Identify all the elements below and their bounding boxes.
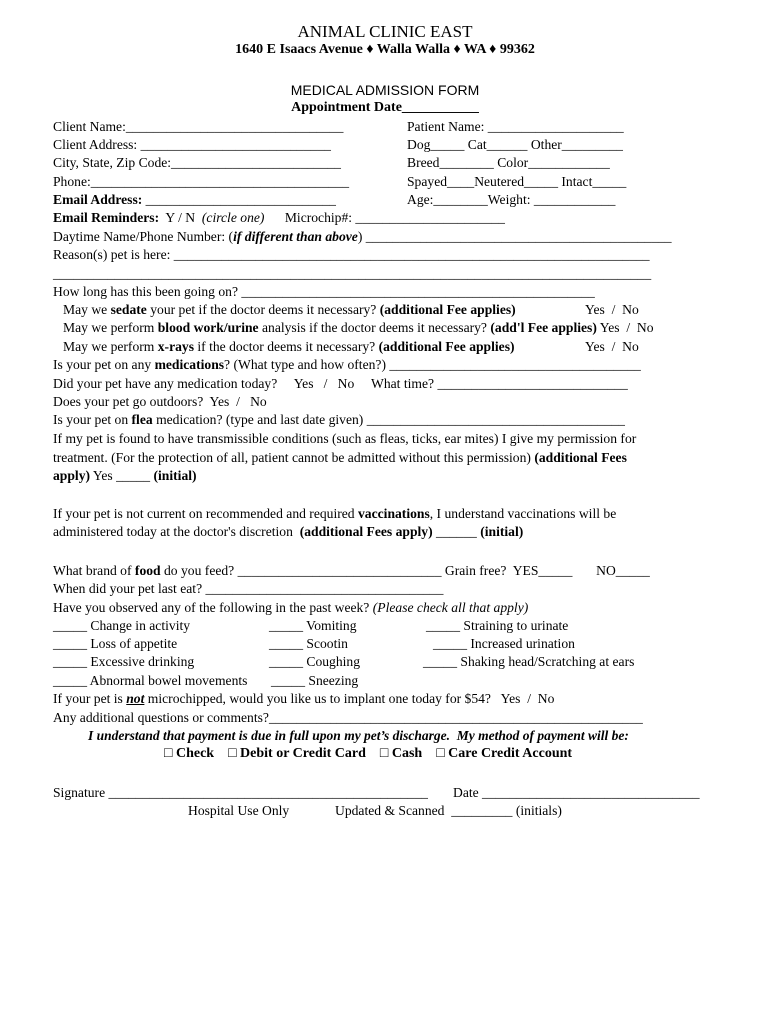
signature-date-field[interactable]: Date ________________________________ — [453, 785, 700, 800]
patient-name-field[interactable]: Patient Name: ____________________ — [407, 119, 624, 134]
transmissible-text: If my pet is found to have transmissible conditions (such as fleas, ticks, ear mites) I give my permission for — [53, 431, 637, 446]
city-state-zip-field[interactable]: City, State, Zip Code:_________________________ — [53, 155, 341, 170]
species-field[interactable]: Dog_____ Cat______ Other_________ — [407, 137, 623, 152]
xrays-text: May we perform — [63, 339, 158, 354]
spay-neuter-field[interactable]: Spayed____Neutered_____ Intact_____ — [407, 174, 627, 189]
vaccinations-text-2: , I understand vaccinations will be — [429, 506, 617, 521]
transmissible-initial-row — [53, 468, 197, 484]
food-text: What brand of — [53, 563, 135, 578]
reason-field-line2[interactable]: ________________________________________________________________________________________ — [53, 266, 652, 281]
xrays-keyword: x-rays — [157, 339, 194, 354]
xrays-text-2: if the doctor deems it necessary? — [194, 339, 379, 354]
vaccinations-initial-label: (initial) — [480, 524, 524, 539]
symptom-increased-urination[interactable]: _____ Increased urination — [433, 636, 575, 651]
appointment-date — [0, 100, 770, 116]
hospital-use-only: Hospital Use Only — [188, 803, 290, 818]
flea-text: Is your pet on — [53, 412, 132, 427]
flea-field[interactable] — [53, 412, 625, 428]
symptom-shaking-head[interactable]: _____ Shaking head/Scratching at ears — [423, 654, 635, 669]
medications-keyword: medications — [154, 357, 225, 372]
transmissible-fee: (additional Fees — [534, 450, 627, 465]
vaccinations-text — [53, 506, 616, 522]
sedate-keyword: sedate — [110, 302, 147, 317]
transmissible-text-2 — [53, 450, 627, 466]
medications-blank[interactable]: ? (What type and how often?) _____________________________________ — [224, 357, 641, 372]
symptoms-question-note: (Please check all that apply) — [372, 600, 529, 615]
sedate-fee: (additional Fee applies) — [379, 302, 516, 317]
food-blank[interactable]: do you feed? ______________________________ Grain free? YES_____ NO_____ — [160, 563, 650, 578]
daytime-contact-label: Daytime Name/Phone Number: ( — [53, 229, 234, 244]
payment-cash-option[interactable]: □ Cash — [379, 746, 423, 761]
bloodwork-fee: (add'l Fee applies) — [490, 320, 597, 335]
daytime-contact-field[interactable] — [53, 229, 672, 245]
symptom-scootin[interactable]: _____ Scootin — [269, 636, 348, 651]
medications-field[interactable] — [53, 357, 641, 373]
daytime-contact-blank[interactable]: ) _____________________________________________ — [357, 229, 672, 244]
vaccinations-text-1: If your pet is not current on recommended and required — [53, 506, 358, 521]
phone-field[interactable]: Phone:______________________________________ — [53, 174, 350, 189]
symptoms-question — [53, 600, 528, 616]
sedate-text: May we — [63, 302, 111, 317]
microchip-offer-keyword: not — [126, 691, 145, 706]
microchip-field[interactable]: Microchip#: ______________________ — [284, 210, 505, 225]
symptom-excessive-drinking[interactable]: _____ Excessive drinking — [53, 654, 195, 669]
last-ate-field[interactable]: When did your pet last eat? ___________________________________ — [53, 581, 444, 596]
symptom-change-activity[interactable]: _____ Change in activity — [53, 618, 191, 633]
how-long-field[interactable]: How long has this been going on? ____________________________________________________ — [53, 284, 595, 299]
age-weight-field[interactable]: Age:________Weight: ____________ — [407, 192, 616, 207]
food-field[interactable] — [53, 563, 650, 579]
appointment-date-field[interactable]: ___________ — [401, 100, 479, 115]
email-address-label: Email Address: — [53, 192, 143, 207]
transmissible-initial-label: (initial) — [153, 468, 197, 483]
symptoms-question-text: Have you observed any of the following in the past week? — [53, 600, 373, 615]
food-keyword: food — [134, 563, 161, 578]
clinic-address: 1640 E Isaacs Avenue ♦ Walla Walla ♦ WA ♦ 99362 — [235, 42, 535, 57]
medication-today-field[interactable]: Did your pet have any medication today? Yes / No What time? ____________________________ — [53, 376, 628, 391]
circle-one-note: (circle one) — [201, 210, 265, 225]
flea-blank[interactable]: medication? (type and last date given) ______________________________________ — [152, 412, 625, 427]
additional-questions-field[interactable]: Any additional questions or comments?_______________________________________________________ — [53, 710, 643, 725]
bloodwork-yes-no[interactable]: Yes / No — [596, 320, 654, 335]
payment-card-option[interactable]: □ Debit or Credit Card — [228, 746, 366, 761]
transmissible-initial-field[interactable]: Yes _____ — [90, 468, 154, 483]
email-address-blank[interactable]: ____________________________ — [142, 192, 336, 207]
payment-options — [164, 746, 572, 762]
microchip-offer-text: If your pet is — [53, 691, 127, 706]
sedate-yes-no[interactable]: Yes / No — [585, 302, 639, 317]
symptom-loss-appetite[interactable]: _____ Loss of appetite — [53, 636, 178, 651]
email-reminders-options[interactable]: Y / N — [165, 210, 196, 225]
xrays-fee: (additional Fee applies) — [378, 339, 515, 354]
bloodwork-text-2: analysis if the doctor deems it necessary? — [258, 320, 491, 335]
transmissible-permission: treatment. (For the protection of all, patient cannot be admitted without this permission) — [53, 450, 535, 465]
client-address-field[interactable]: Client Address: ____________________________ — [53, 137, 331, 152]
microchip-offer[interactable] — [53, 691, 554, 707]
vaccinations-discretion: administered today at the doctor's discretion — [53, 524, 300, 539]
symptom-coughing[interactable]: _____ Coughing — [269, 654, 361, 669]
payment-statement: I understand that payment is due in full upon my pet’s discharge. My method of payment will be: — [88, 728, 629, 743]
symptom-vomiting[interactable]: _____ Vomiting — [269, 618, 357, 633]
form-title: MEDICAL ADMISSION FORM — [290, 82, 480, 98]
client-name-field[interactable]: Client Name:________________________________ — [53, 119, 344, 134]
email-reminders-row — [53, 210, 505, 226]
breed-color-field[interactable]: Breed________ Color____________ — [407, 155, 610, 170]
email-address-field[interactable] — [53, 192, 336, 208]
outdoors-field[interactable]: Does your pet go outdoors? Yes / No — [53, 394, 267, 409]
sedate-text-2: your pet if the doctor deems it necessary? — [146, 302, 380, 317]
daytime-contact-emphasis: if different than above — [233, 229, 358, 244]
microchip-offer-yes-no[interactable]: microchipped, would you like us to implant one today for $54? Yes / No — [144, 691, 555, 706]
reason-field[interactable]: Reason(s) pet is here: ______________________________________________________________________ — [53, 247, 650, 262]
xrays-yes-no[interactable]: Yes / No — [585, 339, 639, 354]
email-reminders-label: Email Reminders: — [53, 210, 160, 225]
bloodwork-keyword: blood work/urine — [157, 320, 259, 335]
medications-text: Is your pet on any — [53, 357, 155, 372]
xrays-question — [63, 339, 515, 355]
signature-field[interactable]: Signature _______________________________________________ — [53, 785, 428, 800]
payment-check-option[interactable]: □ Check — [164, 746, 215, 761]
transmissible-fee-2: apply) — [53, 468, 91, 483]
appointment-date-label: Appointment Date — [291, 100, 402, 115]
sedate-question — [63, 302, 516, 318]
symptom-abnormal-bowel[interactable]: _____ Abnormal bowel movements — [53, 673, 248, 688]
vaccinations-keyword: vaccinations — [358, 506, 430, 521]
updated-scanned-field[interactable]: Updated & Scanned _________ (initials) — [335, 803, 562, 818]
vaccinations-initial-row — [53, 524, 523, 540]
bloodwork-text: May we perform — [63, 320, 158, 335]
vaccinations-initial-field[interactable]: ______ — [432, 524, 481, 539]
flea-keyword: flea — [131, 412, 153, 427]
vaccinations-fee: (additional Fees apply) — [299, 524, 433, 539]
payment-care-credit-option[interactable]: □ Care Credit Account — [436, 746, 573, 761]
symptom-straining-urinate[interactable]: _____ Straining to urinate — [426, 618, 569, 633]
bloodwork-question — [63, 320, 654, 336]
clinic-name: ANIMAL CLINIC EAST — [297, 22, 473, 41]
symptom-sneezing[interactable]: _____ Sneezing — [271, 673, 359, 688]
